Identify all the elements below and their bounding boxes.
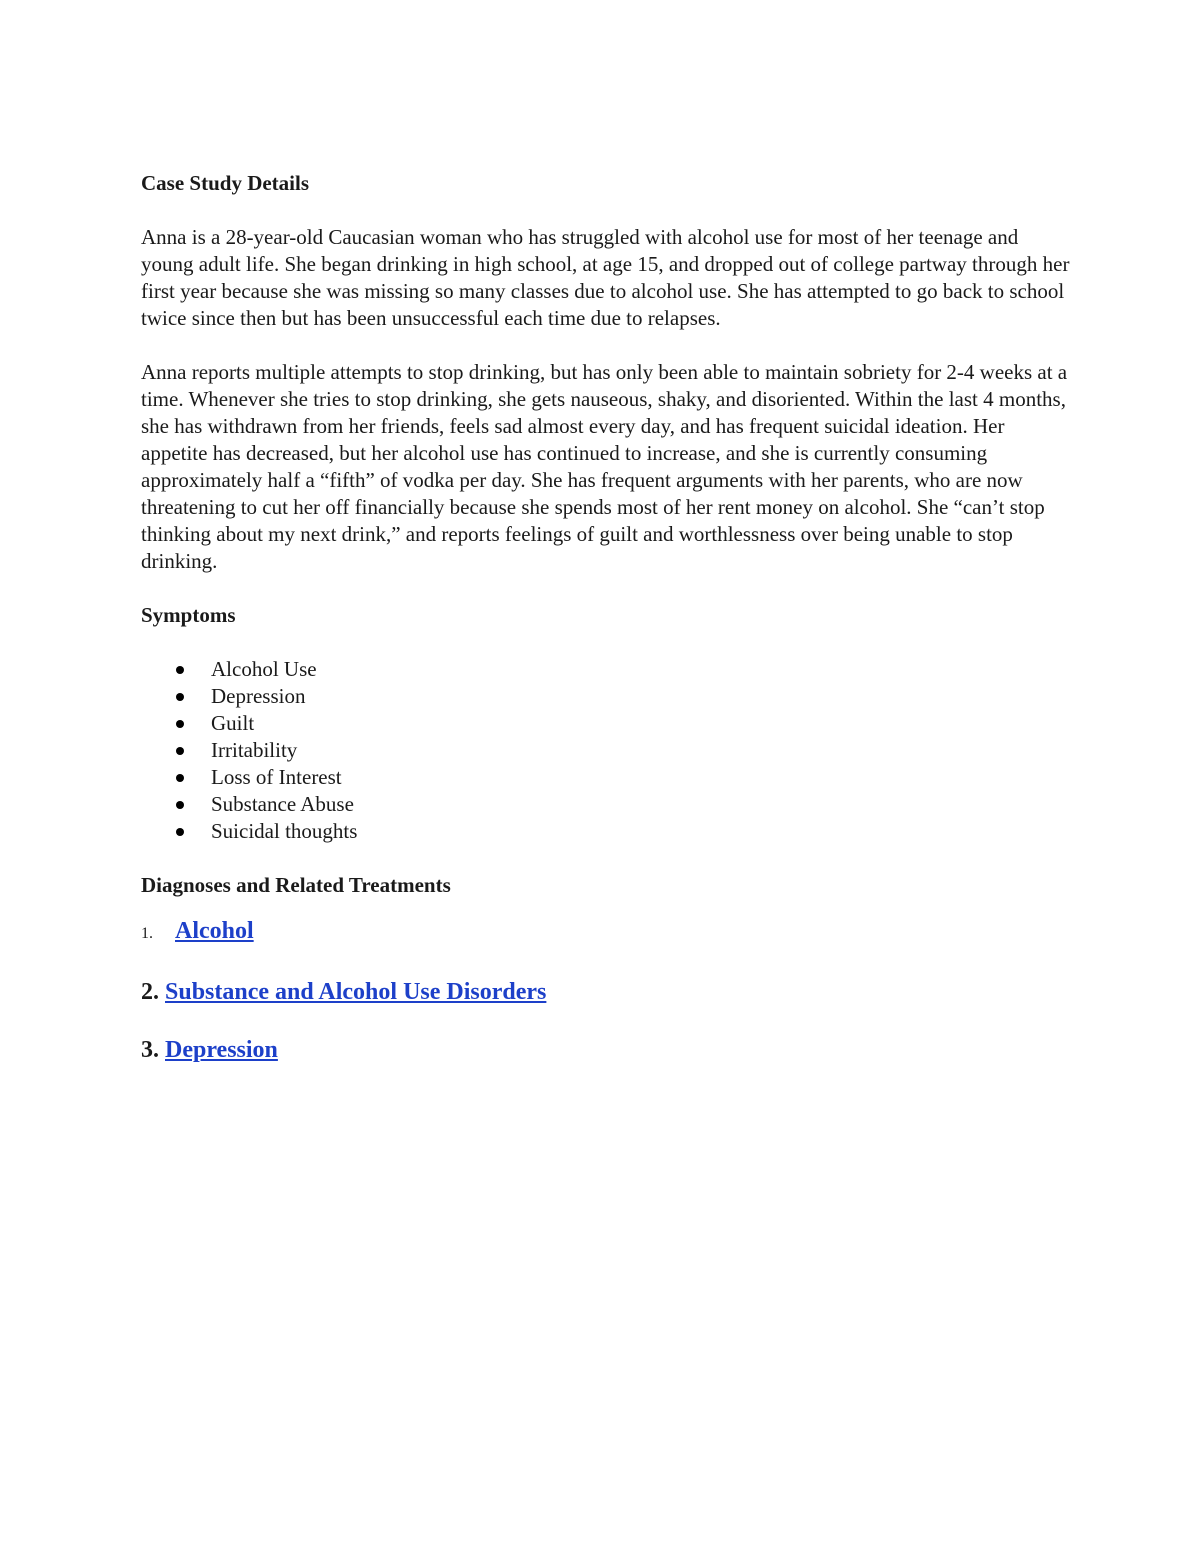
case-study-paragraph-2: Anna reports multiple attempts to stop drinking, but has only been able to maintain sobriety for 2-4 weeks at a time. Whenever she tries to stop drinking, she gets nauseous, shaky, and disoriented. Within the last 4 months, she has withdrawn from her friends, feels sad almost every day, and has frequent suicidal ideation. Her appetite has decreased, but her alcohol use has continued to increase, and she is currently consuming approximately half a “fifth” of vodka per day. She has frequent arguments with her parents, who are now threatening to cut her off financially because she spends most of her rent money on alcohol. She “can’t stop thinking about my next drink,” and reports feelings of guilt and worthlessness over being unable to stop drinking. [141, 360, 1068, 573]
symptom-label: Suicidal thoughts [211, 819, 358, 843]
list-item [141, 683, 1071, 710]
symptoms-heading: Symptoms [141, 603, 236, 627]
diagnosis-link-substance-alcohol-use-disorders[interactable]: Substance and Alcohol Use Disorders [165, 979, 547, 1005]
symptom-label: Irritability [211, 738, 298, 762]
diagnosis-link-alcohol[interactable]: Alcohol [175, 918, 254, 944]
diagnosis-number: 3. [141, 1037, 159, 1063]
symptom-label: Depression [211, 684, 306, 708]
diagnosis-item-substance [141, 976, 1071, 1008]
bullet-icon [176, 801, 184, 809]
bullet-icon [176, 720, 184, 728]
symptoms-list [141, 656, 1071, 845]
symptom-label: Loss of Interest [211, 765, 342, 789]
diagnosis-item-alcohol [141, 915, 1071, 950]
symptom-label: Guilt [211, 711, 255, 735]
diagnosis-item-depression [141, 1034, 1071, 1066]
symptom-label: Substance Abuse [211, 792, 354, 816]
bullet-icon [176, 666, 184, 674]
case-study-heading: Case Study Details [141, 171, 310, 195]
diagnoses-heading: Diagnoses and Related Treatments [141, 873, 451, 897]
case-study-paragraph-1: Anna is a 28-year-old Caucasian woman who has struggled with alcohol use for most of her teenage and young adult life. She began drinking in high school, at age 15, and dropped out of college partway through her first year because she was missing so many classes due to alcohol use. She has attempted to go back to school twice since then but has been unsuccessful each time due to relapses. [141, 225, 1070, 330]
list-item [141, 791, 1071, 818]
document-content [141, 170, 1071, 1066]
bullet-icon [176, 693, 184, 701]
list-item [141, 737, 1071, 764]
list-item [141, 710, 1071, 737]
list-item [141, 764, 1071, 791]
list-item [141, 656, 1071, 683]
bullet-icon [176, 747, 184, 755]
diagnosis-number: 2. [141, 979, 159, 1005]
bullet-icon [176, 828, 184, 836]
list-item [141, 818, 1071, 845]
diagnosis-number: 1. [141, 925, 153, 942]
symptom-label: Alcohol Use [211, 657, 317, 681]
diagnosis-link-depression[interactable]: Depression [165, 1037, 278, 1063]
bullet-icon [176, 774, 184, 782]
